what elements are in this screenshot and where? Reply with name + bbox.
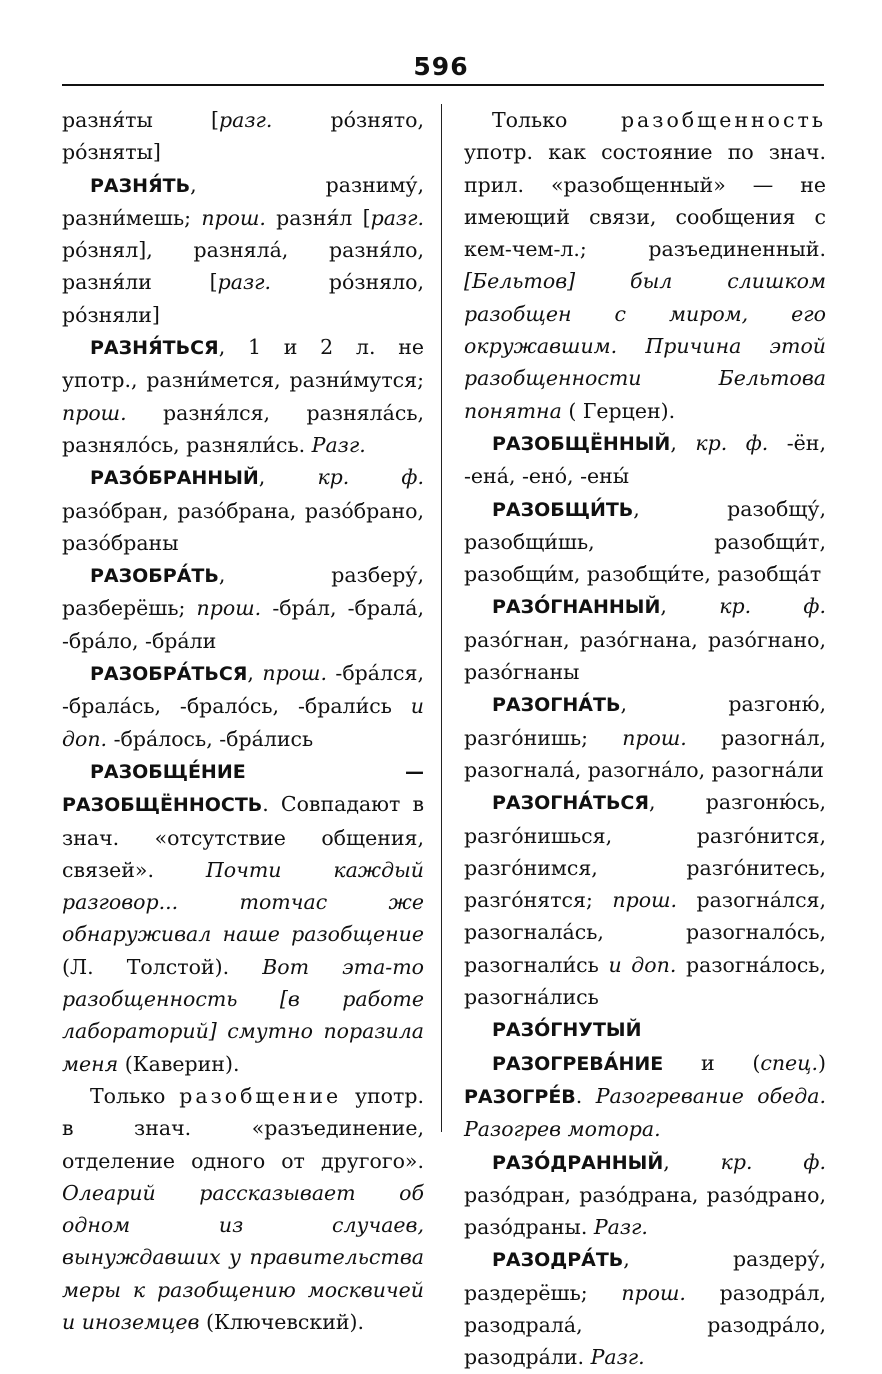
- entry-text: ,: [258, 465, 318, 490]
- italic-text: прош.: [621, 1280, 686, 1305]
- dictionary-entry: [62, 461, 424, 559]
- dictionary-entry: [464, 1146, 826, 1244]
- entry-text: разня́л [: [265, 205, 371, 230]
- italic-text: прош.: [612, 888, 678, 913]
- dictionary-entry: [62, 104, 424, 169]
- dictionary-entry: [464, 786, 826, 1013]
- italic-text: Разг.: [311, 432, 366, 457]
- entry-text: разня́ты [: [62, 108, 219, 132]
- entry-text: разо́гнан, разо́гнана, разо́гнано, разо́гнаны: [464, 627, 826, 685]
- entry-text: , раздеру́, раздерёшь;: [464, 1247, 826, 1305]
- entry-text: . Совпадают в знач. «отсутствие общения, связей».: [62, 792, 424, 882]
- headword: РАЗОБЩЁННЫЙ: [492, 432, 671, 455]
- spaced-text: разобщенность: [620, 108, 826, 132]
- entry-text: разогна́лось, разогна́лись: [464, 952, 826, 1010]
- italic-text: прош.: [196, 596, 262, 621]
- italic-text: Разогревание обеда. Разогрев мотора.: [464, 1083, 826, 1142]
- entry-text: ,: [660, 594, 720, 619]
- entry-text: употр. как состояние по знач. прил. «разобщенный» — не имеющий связи, сообщения с кем-чем-л.; разъединенный.: [464, 140, 826, 262]
- entry-text: ,: [670, 430, 696, 455]
- entry-text: (Каверин).: [118, 1051, 240, 1076]
- dictionary-entry: [464, 1047, 826, 1146]
- headword: РАЗНЯ́ТЬ: [90, 174, 191, 197]
- italic-text: Олеарий рассказывает об одном из случаев, вынуждавших у правительства меры к разобщению москвичей и иноземцев: [62, 1180, 424, 1334]
- italic-text: и доп.: [62, 694, 424, 751]
- header-rule: [62, 84, 824, 86]
- italic-text: прош.: [262, 661, 327, 686]
- headword: РАЗОБРА́ТЬСЯ: [90, 663, 248, 686]
- italic-text: Почти каждый разговор... тотчас же обнаруживал наше разобщение: [62, 857, 424, 947]
- entry-text: ,: [247, 661, 263, 686]
- dictionary-entry: [464, 688, 826, 786]
- entry-text: , разгоню́, разго́нишь;: [464, 692, 826, 750]
- entry-text: .: [575, 1083, 596, 1108]
- entry-text: -бра́лся, -брала́сь, -брало́сь, -брали́сь: [62, 661, 424, 719]
- headword: РАЗО́ГНАННЫЙ: [492, 596, 661, 619]
- italic-text: кр. ф.: [719, 594, 826, 619]
- italic-text: [Бельтов] был слишком разобщен с миром, его окружавшим. Причина этой разобщенности Бельтова понятна: [464, 269, 826, 423]
- entry-text: , разниму́, разни́мешь;: [62, 172, 424, 230]
- left-column: [62, 104, 424, 1338]
- headword: РАЗОГРЕ́В: [464, 1085, 576, 1108]
- right-column: [464, 104, 826, 1374]
- entry-text: ,: [663, 1149, 721, 1174]
- entry-text: ро́знято, ро́зняты]: [62, 108, 424, 165]
- dictionary-entry: [464, 493, 826, 591]
- entry-text: (Ключевский).: [199, 1309, 365, 1334]
- entry-text: разогна́л, разогнала́, разогна́ло, разогна́ли: [464, 725, 826, 782]
- spaced-text: разобщение: [179, 1083, 342, 1108]
- italic-text: прош.: [622, 725, 687, 750]
- italic-text: и доп.: [608, 952, 677, 977]
- entry-text: ро́зняло, ро́зняли]: [62, 270, 424, 327]
- dictionary-entry: [464, 1013, 826, 1046]
- headword: РАЗОБЩЕ́НИЕ — РАЗОБЩЁННОСТЬ: [62, 760, 424, 817]
- italic-text: Разг.: [593, 1215, 648, 1240]
- entry-text: употр. в знач. «разъединение, отделение одного от другого».: [62, 1083, 424, 1173]
- italic-text: разг.: [218, 108, 273, 132]
- dictionary-entry: [464, 590, 826, 688]
- italic-text: прош.: [62, 400, 127, 425]
- dictionary-entry: [62, 559, 424, 657]
- entry-text: (Л. Толстой).: [62, 954, 263, 979]
- entry-text: Только: [492, 108, 621, 132]
- italic-text: кр. ф.: [317, 465, 424, 490]
- italic-text: разг.: [370, 205, 424, 230]
- dictionary-entry: [464, 1243, 826, 1373]
- entry-text: разо́дран, разо́драна, разо́драно, разо́драны.: [464, 1182, 826, 1240]
- italic-text: кр. ф.: [720, 1149, 826, 1174]
- headword: РАЗОБРА́ТЬ: [90, 565, 219, 588]
- entry-text: ( Герцен).: [561, 398, 676, 423]
- entry-text: -ён, -ена́, -ено́, -ены́: [464, 430, 826, 489]
- entry-text: -бра́лось, -бра́лись: [107, 726, 314, 751]
- entry-text: , разберу́, разберёшь;: [62, 563, 424, 621]
- entry-text: разо́бран, разо́брана, разо́брано, разо́браны: [62, 498, 424, 555]
- entry-text: разня́лся, разняла́сь, разняло́сь, разняли́сь.: [62, 400, 424, 457]
- italic-text: кр. ф.: [695, 430, 769, 455]
- italic-text: разг.: [217, 270, 272, 295]
- headword: РАЗО́ДРАННЫЙ: [492, 1151, 664, 1174]
- dictionary-entry: [464, 104, 826, 427]
- dictionary-entry: [62, 755, 424, 1080]
- entry-text: , разгоню́сь, разго́нишься, разго́нится, разго́нимся, разго́нитесь, разго́нятся;: [464, 790, 826, 913]
- italic-text: Разг.: [590, 1345, 645, 1370]
- headword: РАЗОГНА́ТЬ: [492, 694, 621, 717]
- entry-text: , 1 и 2 л. не употр., разни́мется, разни́мутся;: [62, 335, 424, 393]
- headword: РАЗНЯ́ТЬСЯ: [90, 337, 219, 360]
- page-number: 596: [413, 52, 469, 81]
- column-divider: [441, 104, 442, 1132]
- italic-text: прош.: [201, 205, 266, 230]
- entry-text: ро́знял], разняла́, разня́ло, разня́ли [: [62, 238, 424, 295]
- dictionary-entry: [62, 657, 424, 755]
- headword: РАЗОБЩИ́ТЬ: [492, 498, 634, 521]
- italic-text: спец.: [760, 1050, 818, 1075]
- dictionary-entry: [62, 331, 424, 461]
- dictionary-entry: [464, 427, 826, 493]
- entry-text: Только: [90, 1083, 180, 1108]
- headword: РАЗО́ГНУТЫЙ: [492, 1019, 642, 1042]
- headword: РАЗОГНА́ТЬСЯ: [492, 792, 650, 815]
- entry-text: , разобщу́, разобщи́шь, разобщи́т, разобщи́м, разобщи́те, разобща́т: [464, 496, 826, 587]
- entry-text: ): [818, 1050, 826, 1075]
- headword: РАЗО́БРАННЫЙ: [90, 467, 259, 490]
- italic-text: Вот эта-то разобщенность [в работе лабораторий] смутно поразила меня: [62, 954, 424, 1076]
- entry-text: разодра́л, разодрала́, разодра́ло, разодра́ли.: [464, 1280, 826, 1370]
- entry-text: и (: [663, 1050, 761, 1075]
- entry-text: -бра́л, -брала́, -бра́ло, -бра́ли: [62, 596, 424, 653]
- dictionary-entry: [62, 169, 424, 331]
- headword: РАЗОГРЕВА́НИЕ: [492, 1052, 664, 1075]
- headword: РАЗОДРА́ТЬ: [492, 1249, 624, 1272]
- dictionary-entry: [62, 1080, 424, 1338]
- entry-text: разогна́лся, разогнала́сь, разогнало́сь, разогнали́сь: [464, 888, 826, 977]
